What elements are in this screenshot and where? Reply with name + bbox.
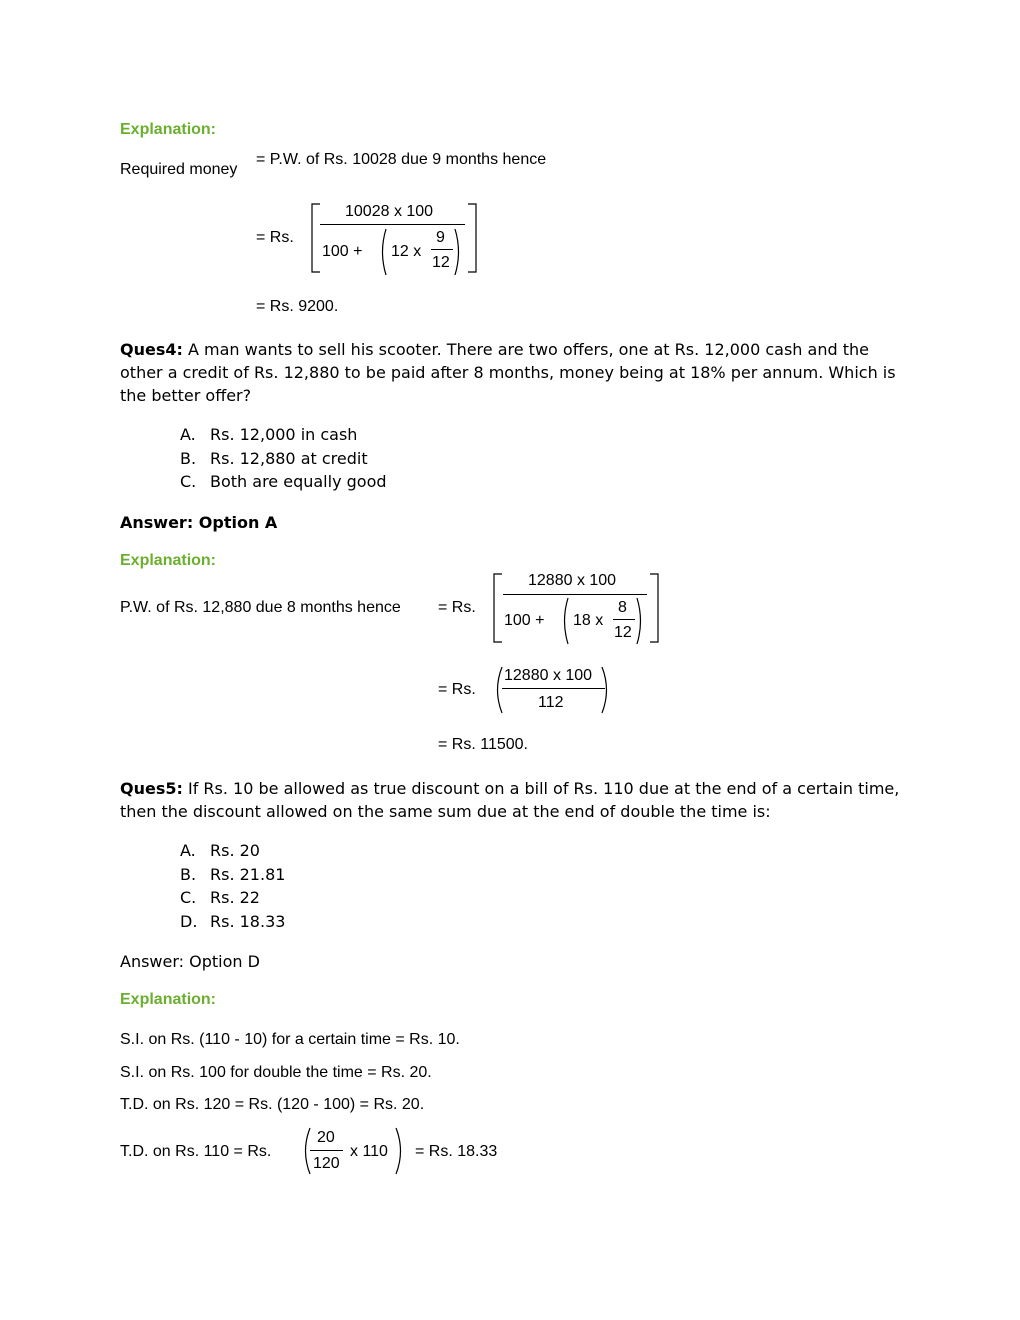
q3-eq2-frac-den: 12 (432, 254, 450, 271)
q3-line1: = P.W. of Rs. 10028 due 9 months hence (256, 151, 547, 168)
q5-answer: Answer: Option D (120, 952, 260, 971)
q4-eq1-frac-num: 8 (618, 599, 627, 616)
fraction-bar (431, 249, 453, 250)
q3-eq2-den-left: 100 + (322, 243, 363, 260)
q5-line4-prefix: T.D. on Rs. 110 = Rs. (120, 1143, 272, 1160)
right-square-bracket-icon (648, 573, 660, 643)
q4-options (180, 423, 387, 494)
q5-line4-frac-den: 120 (313, 1155, 340, 1172)
q4-exp-lhs: P.W. of Rs. 12,880 due 8 months hence (120, 599, 401, 616)
right-paren-icon (635, 597, 645, 645)
q3-eq2-numerator: 10028 x 100 (345, 203, 434, 220)
q5-label: Ques5: (120, 779, 183, 798)
q5-options (180, 839, 285, 933)
q4-label: Ques4: (120, 340, 183, 359)
q5-line4-mult: x 110 (350, 1143, 388, 1160)
q4-eq1-prefix: = Rs. (438, 599, 476, 616)
fraction-bar (613, 619, 635, 620)
q5-text: If Rs. 10 be allowed as true discount on a bill of Rs. 110 due at the end of a certain time, then the discount allowed on the same sum due at the end of double the time is: (120, 779, 900, 821)
q5-exp-line2: S.I. on Rs. 100 for double the time = Rs. 20. (120, 1064, 432, 1081)
explanation-heading-q4: Explanation: (120, 552, 217, 569)
q4-text: A man wants to sell his scooter. There are two offers, one at Rs. 12,000 cash and the other a credit of Rs. 12,880 to be paid after 8 months, money being at 18% per annum. Which is the better offer? (120, 340, 896, 405)
q5-exp-line1: S.I. on Rs. (110 - 10) for a certain time = Rs. 10. (120, 1031, 460, 1048)
left-paren-icon (378, 228, 388, 276)
left-paren-icon (492, 666, 504, 714)
right-square-bracket-icon (466, 203, 478, 273)
q4-eq2-prefix: = Rs. (438, 681, 476, 698)
q4-eq2-numerator: 12880 x 100 (504, 667, 593, 684)
explanation-heading-q3: Explanation: (120, 121, 217, 138)
q4-exp-line3: = Rs. 11500. (438, 736, 528, 753)
left-square-bracket-icon (310, 203, 322, 273)
right-paren-icon (453, 228, 463, 276)
fraction-bar (503, 594, 647, 595)
q4-eq2-denominator: 112 (538, 694, 564, 711)
q4-eq1-den-inner: 18 x (573, 612, 604, 629)
list-item: C. Rs. 22 (180, 888, 260, 907)
list-item: C. Both are equally good (180, 472, 387, 491)
left-square-bracket-icon (492, 573, 504, 643)
fraction-bar (310, 1150, 343, 1151)
q3-lhs: Required money (120, 161, 238, 178)
list-item: A. Rs. 12,000 in cash (180, 425, 358, 444)
q4-eq1-den-left: 100 + (504, 612, 545, 629)
q4-eq1-frac-den: 12 (614, 624, 632, 641)
q5-question (120, 777, 910, 823)
q3-eq2-den-inner: 12 x (391, 243, 422, 260)
q3-line3: = Rs. 9200. (256, 298, 339, 315)
left-paren-icon (560, 597, 570, 645)
right-paren-icon (600, 666, 612, 714)
fraction-bar (502, 688, 605, 689)
q4-answer: Answer: Option A (120, 513, 278, 532)
q4-question (120, 338, 910, 407)
q4-eq1-numerator: 12880 x 100 (528, 572, 617, 589)
q5-exp-line3: T.D. on Rs. 120 = Rs. (120 - 100) = Rs. 20. (120, 1096, 425, 1113)
left-paren-icon (300, 1127, 312, 1175)
right-paren-icon (394, 1127, 406, 1175)
q5-line4-result: = Rs. 18.33 (415, 1143, 498, 1160)
list-item: A. Rs. 20 (180, 841, 260, 860)
q3-eq2-frac-num: 9 (436, 229, 445, 246)
list-item: B. Rs. 12,880 at credit (180, 448, 368, 468)
fraction-bar (320, 224, 465, 225)
q5-line4-frac-num: 20 (317, 1129, 335, 1146)
list-item: D. Rs. 18.33 (180, 911, 286, 931)
explanation-heading-q5: Explanation: (120, 991, 217, 1008)
list-item: B. Rs. 21.81 (180, 864, 286, 884)
q3-eq2-prefix: = Rs. (256, 229, 294, 246)
